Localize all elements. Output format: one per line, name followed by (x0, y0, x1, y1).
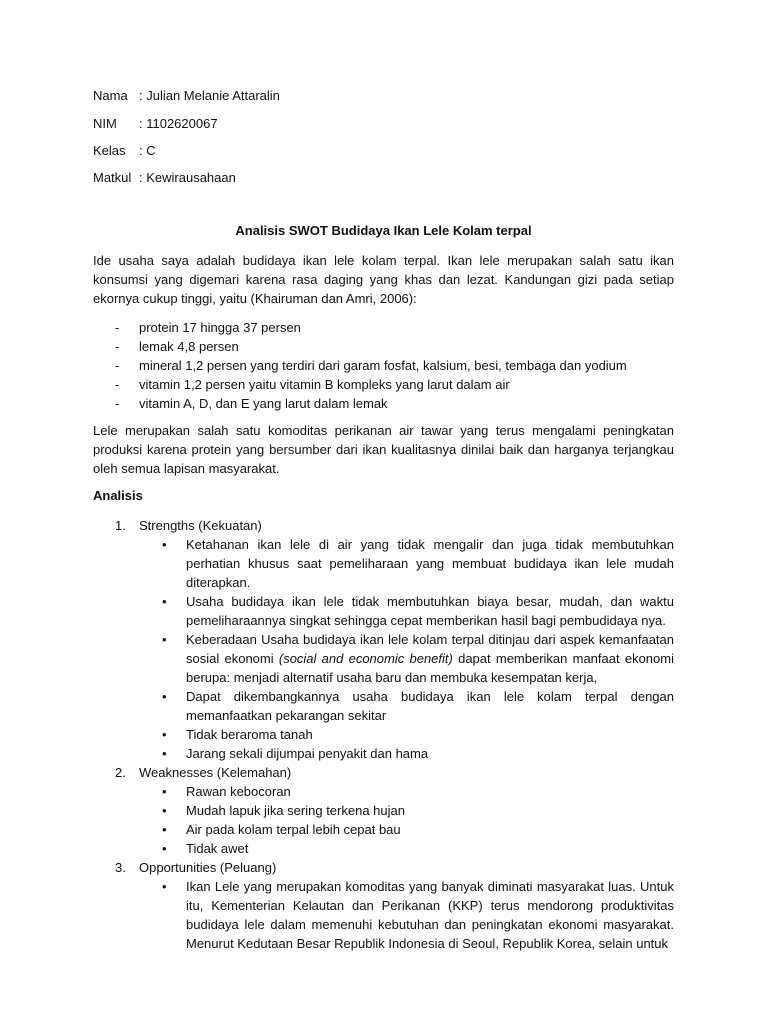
header-row-kelas (93, 142, 156, 160)
header-label: Matkul (93, 170, 132, 185)
list-item-text: protein 17 hingga 37 persen (139, 320, 301, 335)
list-item (93, 744, 674, 763)
list-item (93, 782, 674, 801)
header-label: Kelas (93, 143, 126, 158)
dash-marker: - (115, 396, 120, 411)
list-item-text: Ketahanan ikan lele di air yang tidak mengalir dan juga tidak membutuhkan perhatian khusus saat pemeliharaan yang membuat budidaya ikan lele mudah diterapkan. (186, 537, 674, 590)
list-item (93, 535, 674, 592)
list-item-text: vitamin 1,2 persen yaitu vitamin B kompleks yang larut dalam air (139, 377, 510, 392)
category-number: 2. (115, 765, 126, 780)
list-item (93, 337, 674, 356)
category-label: Strengths (Kekuatan) (139, 518, 262, 533)
bullet-icon: • (162, 822, 167, 837)
list-item (93, 592, 674, 630)
bullet-icon: • (162, 727, 167, 742)
analysis-heading: Analisis (93, 488, 143, 503)
list-item-text-end: dapat memberikan manfaat ekonomi berupa: menjadi alternatif usaha baru dan membuka kesempatan kerja, (186, 651, 674, 685)
bullet-icon: • (162, 632, 167, 647)
category-label: Opportunities (Peluang) (139, 860, 277, 875)
bullet-icon: • (162, 879, 167, 894)
swot-opportunities (93, 858, 674, 953)
header-value: : Julian Melanie Attaralin (139, 88, 280, 103)
commodity-paragraph: Lele merupakan salah satu komoditas perikanan air tawar yang terus mengalami peningkatan produksi karena protein yang bersumber dari ikan kualitasnya dinilai baik dan harganya terjangkau oleh semua lapisan masyarakat. (93, 423, 674, 476)
dash-marker: - (115, 358, 120, 373)
category-title (93, 763, 674, 782)
list-item (93, 877, 674, 953)
opportunities-bullets (93, 877, 674, 953)
header-row-nim (93, 115, 218, 133)
dash-marker: - (115, 377, 120, 392)
list-item-text-start: Keberadaan Usaha budidaya ikan lele kolam terpal ditinjau dari aspek kemanfaatan sosial ekonomi (186, 632, 674, 666)
category-number: 1. (115, 518, 126, 533)
dash-marker: - (115, 320, 120, 335)
header-value: : Kewirausahaan (139, 170, 236, 185)
list-item-text: Mudah lapuk jika sering terkena hujan (186, 803, 405, 818)
bullet-icon: • (162, 746, 167, 761)
list-item-text: vitamin A, D, dan E yang larut dalam lemak (139, 396, 388, 411)
swot-list (93, 516, 674, 953)
italic-phrase: (social and economic benefit) (278, 651, 453, 666)
bullet-icon: • (162, 689, 167, 704)
category-label: Weaknesses (Kelemahan) (139, 765, 292, 780)
header-value: : 1102620067 (139, 116, 218, 131)
list-item (93, 687, 674, 725)
list-item (93, 356, 674, 375)
list-item-text: Air pada kolam terpal lebih cepat bau (186, 822, 401, 837)
swot-strengths (93, 516, 674, 763)
list-item-text: Tidak beraroma tanah (186, 727, 313, 742)
bullet-icon: • (162, 841, 167, 856)
list-item (93, 394, 674, 413)
list-item (93, 375, 674, 394)
intro-paragraph: Ide usaha saya adalah budidaya ikan lele kolam terpal. Ikan lele merupakan salah satu ikan konsumsi yang digemari karena rasa daging yang khas dan lezat. Kandungan gizi pada setiap ekornya cukup tinggi, yaitu (Khairuman dan Amri, 2006): (93, 253, 674, 306)
list-item-text: Ikan Lele yang merupakan komoditas yang banyak diminati masyarakat luas. Untuk itu, Kementerian Kelautan dan Perikanan (KKP) terus mendorong produktivitas budidaya lele dalam memenuhi kebutuhan dan peningkatan ekonomi masyarakat. Menurut Kedutaan Besar Republik Indonesia di Seoul, Republik Korea, selain untuk (186, 879, 674, 951)
bullet-icon: • (162, 803, 167, 818)
category-title (93, 516, 674, 535)
header-label: Nama (93, 88, 128, 103)
list-item (93, 839, 674, 858)
document-title: Analisis SWOT Budidaya Ikan Lele Kolam terpal (235, 223, 532, 238)
strengths-bullets (93, 535, 674, 763)
list-item-text: lemak 4,8 persen (139, 339, 239, 354)
category-number: 3. (115, 860, 126, 875)
list-item-text: Tidak awet (186, 841, 249, 856)
list-item-text: mineral 1,2 persen yang terdiri dari garam fosfat, kalsium, besi, tembaga dan yodium (139, 358, 627, 373)
list-item-text: Dapat dikembangkannya usaha budidaya ikan lele kolam terpal dengan memanfaatkan pekarangan sekitar (186, 689, 674, 723)
list-item-text: Jarang sekali dijumpai penyakit dan hama (186, 746, 429, 761)
list-item (93, 630, 674, 687)
list-item-text: Usaha budidaya ikan lele tidak membutuhkan biaya besar, mudah, dan waktu pemeliharaannya singkat sehingga cepat memberikan hasil bagi pembudidaya nya. (186, 594, 674, 628)
list-item (93, 318, 674, 337)
list-item-text: Rawan kebocoran (186, 784, 291, 799)
list-item (93, 725, 674, 744)
nutrient-list (93, 318, 674, 413)
dash-marker: - (115, 339, 120, 354)
swot-weaknesses (93, 763, 674, 858)
header-row-nama (93, 87, 280, 105)
bullet-icon: • (162, 784, 167, 799)
weaknesses-bullets (93, 782, 674, 858)
list-item (93, 801, 674, 820)
bullet-icon: • (162, 594, 167, 609)
header-row-matkul (93, 169, 236, 187)
bullet-icon: • (162, 537, 167, 552)
header-label: NIM (93, 116, 117, 131)
list-item (93, 820, 674, 839)
category-title (93, 858, 674, 877)
header-value: : C (139, 143, 156, 158)
